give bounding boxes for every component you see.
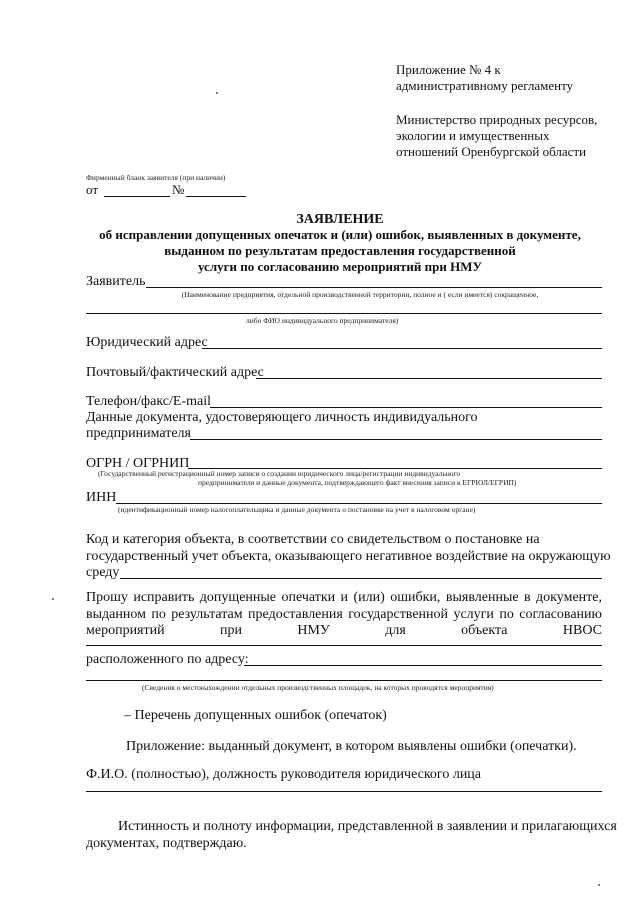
applicant-label: Заявитель (86, 274, 146, 289)
request-line1: Прошу исправить допущенные опечатки и (или) ошибки, выявленные в документе, (86, 590, 602, 605)
object-code-line2: государственный учет объекта, оказывающего негативное воздействие на окружающую (86, 549, 611, 564)
scan-speck (216, 92, 218, 94)
scan-speck (598, 884, 600, 886)
ogrn-label: ОГРН / ОГРНИП (86, 456, 190, 471)
phone-underline[interactable] (210, 407, 602, 408)
fio-label: Ф.И.О. (полностью), должность руководителя юридического лица (86, 767, 482, 782)
identity-doc-line2: предпринимателя (86, 426, 191, 441)
title-line2: об исправлении допущенных опечаток и (или) ошибок, выявленных в документе, (99, 227, 581, 242)
postal-address-label: Почтовый/фактический адрес (86, 365, 264, 380)
address-underline[interactable] (244, 665, 602, 666)
phone-label: Телефон/факс/E-mail (86, 394, 211, 409)
fio-underline[interactable] (86, 791, 602, 792)
number-underline (186, 196, 246, 197)
inn-underline[interactable] (116, 503, 602, 504)
request-word-at: при (219, 623, 242, 638)
confirm-line1: Истинность и полноту информации, представленной в заявлении и прилагающихся (118, 819, 617, 834)
request-word-object: объекта (461, 623, 508, 638)
number-label: № (172, 182, 185, 197)
object-code-line1: Код и категория объекта, в соответствии со свидетельством о постановке на (86, 532, 540, 547)
title-line3: выданном по результатам предоставления государственной (164, 243, 516, 258)
applicant-hint2: либо ФИО индивидуального предпринимателя) (246, 316, 399, 325)
scan-speck (52, 598, 54, 600)
applicant-underline[interactable] (146, 287, 602, 288)
address-underline2[interactable] (86, 680, 602, 681)
letterhead-label: Фирменный бланк заявителя (при наличии) (86, 173, 226, 182)
applicant-hint1: (Наименование предприятия, отдельной производственной территории, полное и ( если имеется) сокращенное, (181, 290, 539, 299)
request-word-nvos: НВОС (562, 623, 602, 638)
error-list-line: – Перечень допущенных ошибок (опечаток) (124, 708, 387, 723)
attachment-line: Приложение: выданный документ, в котором выявлены ошибки (опечатки). (126, 739, 577, 754)
applicant-underline2[interactable] (86, 313, 602, 314)
request-underline[interactable] (86, 645, 602, 646)
confirm-line2: документах, подтверждаю. (86, 836, 247, 851)
request-word-nmu: НМУ (297, 623, 330, 638)
appendix-line1: Приложение № 4 к (396, 62, 501, 77)
inn-hint: (идентификационный номер налогоплательщика и данные документа о постановке на учет в налоговом органе) (118, 505, 476, 514)
date-underline (104, 196, 170, 197)
title-line4: услуги по согласованию мероприятий при НМУ (197, 259, 483, 274)
postal-address-underline[interactable] (256, 378, 602, 379)
form-title: ЗАЯВЛЕНИЕ (296, 212, 384, 227)
legal-address-label: Юридический адрес (86, 335, 208, 350)
inn-label: ИНН (86, 490, 117, 505)
identity-doc-line1: Данные документа, удостоверяющего личность индивидуального (86, 410, 478, 425)
request-line2: выданном по результатам предоставления государственной услуги по согласованию (86, 607, 602, 622)
object-code-line3: среду (86, 565, 120, 580)
ogrn-hint1: (Государственный регистрационный номер записи о создании юридического лица/регистрации индивидуального (98, 469, 461, 478)
request-line3 (86, 622, 602, 639)
ministry-line3: отношений Оренбургской области (396, 144, 587, 159)
legal-address-underline[interactable] (202, 348, 602, 349)
appendix-line2: административному регламенту (396, 78, 574, 93)
request-word-for: для (385, 623, 406, 638)
address-hint: (Сведения о местонахождении отдельных производственных площадок, на которых проводятся мероприятия) (142, 683, 494, 692)
identity-doc-underline[interactable] (190, 439, 602, 440)
address-label: расположенного по адресу: (86, 652, 249, 667)
ministry-line1: Министерство природных ресурсов, (396, 112, 598, 127)
request-word-measures: мероприятий (86, 623, 165, 638)
ministry-line2: экологии и имущественных (396, 128, 550, 143)
from-label: от (86, 182, 99, 197)
object-code-underline[interactable] (120, 578, 602, 579)
ogrn-hint2: предпринимателя и данные документа, подтверждающего факт внесения записи в ЕГРЮЛ/ЕГРИП) (198, 478, 517, 487)
